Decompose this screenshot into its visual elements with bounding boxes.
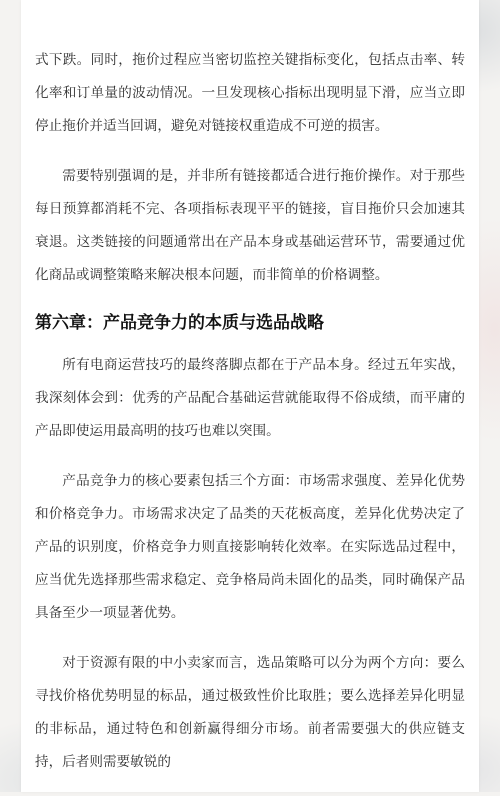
paragraph: 需要特别强调的是，并非所有链接都适合进行拖价操作。对于那些每日预算都消耗不完、各项指标表现平平的链接，盲目拖价只会加速其衰退。这类链接的问题通常出在产品本身或基础运营环节，需要通过优化商品或调整策略来解决根本问题，而非简单的价格调整。 [35,168,465,283]
paragraph: 产品竞争力的核心要素包括三个方面：市场需求强度、差异化优势和价格竞争力。市场需求决定了品类的天花板高度，差异化优势决定了产品的识别度，价格竞争力则直接影响转化效率。在实际选品过程中，应当优先选择那些需求稳定、竞争格局尚未固化的品类，同时确保产品具备至少一项显著优势。 [35,473,465,621]
paragraph: 所有电商运营技巧的最终落脚点都在于产品本身。经过五年实战，我深刻体会到：优秀的产品配合基础运营就能取得不俗成绩，而平庸的产品即使运用最高明的技巧也难以突围。 [35,357,465,439]
paragraph: 对于资源有限的中小卖家而言，选品策略可以分为两个方向：要么寻找价格优势明显的标品，通过极致性价比取胜；要么选择差异化明显的非标品，通过特色和创新赢得细分市场。前者需要强大的供应链支持，后者则需要敏锐的 [35,655,465,770]
paragraph-continued: 式下跌。同时，拖价过程应当密切监控关键指标变化，包括点击率、转化率和订单量的波动情况。一旦发现核心指标出现明显下滑，应当立即停止拖价并适当回调，避免对链接权重造成不可逆的损害。 [35,52,465,134]
document-content [35,44,465,796]
chapter-heading: 第六章：产品竞争力的本质与选品战略 [35,313,324,333]
